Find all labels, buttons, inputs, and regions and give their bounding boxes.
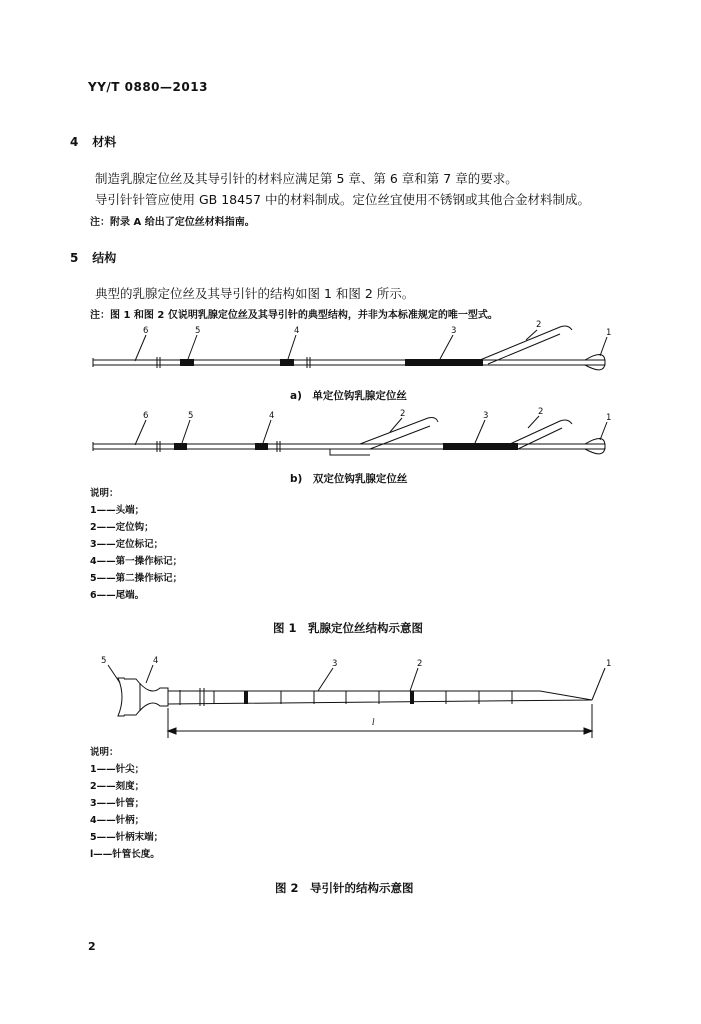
figure-2-label-1: 1 — [606, 659, 612, 669]
legend-item: 3——定位标记； — [90, 539, 164, 550]
figure-1a-caption: a) 单定位钩乳腺定位丝 — [290, 390, 407, 402]
figure-2-needle-tube — [168, 691, 592, 704]
standard-code: YY/T 0880—2013 — [88, 80, 208, 94]
section-5-para-1: 典型的乳腺定位丝及其导引针的结构如图 1 和图 2 所示。 — [95, 286, 415, 301]
figure-1b-label-4: 4 — [269, 411, 275, 421]
figure-1a-label-1: 1 — [606, 328, 612, 338]
legend-item: l——针管长度。 — [90, 849, 160, 860]
legend-item: 5——针柄末端； — [90, 832, 164, 843]
figure-1b-label-6: 6 — [143, 411, 149, 421]
legend-item: 2——定位钩； — [90, 522, 154, 533]
figure-1a-label-5: 5 — [195, 326, 201, 336]
legend-title: 说明： — [90, 747, 119, 758]
figure-2-label-2: 2 — [417, 659, 423, 669]
scale-mark-bold — [410, 691, 414, 704]
figure-2-legend — [90, 744, 163, 863]
figure-2-title: 图 2 导引针的结构示意图 — [275, 881, 414, 895]
legend-item: 2——刻度； — [90, 781, 145, 792]
section-4-number: 4 — [70, 135, 79, 149]
figure-1b-label-2b: 2 — [538, 407, 544, 417]
figure-1a-label-4: 4 — [294, 326, 300, 336]
legend-item: 5——第二操作标记； — [90, 573, 183, 584]
section-4-title: 材料 — [92, 135, 117, 149]
section-5-title: 结构 — [92, 251, 117, 265]
section-5-number: 5 — [70, 251, 79, 265]
figure-1b-caption: b) 双定位钩乳腺定位丝 — [290, 473, 408, 485]
legend-item: 6——尾端。 — [90, 590, 145, 601]
legend-item: 4——针柄； — [90, 815, 145, 826]
figure-1b-label-2a: 2 — [400, 409, 406, 419]
legend-item: 1——针尖； — [90, 764, 145, 775]
figure-2-length-label: l — [372, 718, 375, 728]
figure-1b-label-1: 1 — [606, 413, 612, 423]
section-4-para-1: 制造乳腺定位丝及其导引针的材料应满足第 5 章、第 6 章和第 7 章的要求。 — [95, 171, 518, 186]
section-5-note: 注：图 1 和图 2 仅说明乳腺定位丝及其导引针的典型结构，并非为本标准规定的唯一型式。 — [90, 310, 498, 321]
section-4-note: 注：附录 A 给出了定位丝材料指南。 — [90, 217, 255, 228]
scale-mark-bold — [244, 691, 248, 704]
figure-2-label-4: 4 — [153, 656, 159, 666]
figure-2-label-5: 5 — [101, 656, 107, 666]
figure-2-label-3: 3 — [332, 659, 338, 669]
legend-item: 4——第一操作标记； — [90, 556, 183, 567]
figure-1b-label-5: 5 — [188, 411, 194, 421]
legend-title: 说明： — [90, 488, 119, 499]
figure-1a-label-3: 3 — [451, 326, 457, 336]
section-4-para-2: 导引针针管应使用 GB 18457 中的材料制成。定位丝宜使用不锈钢或其他合金材料制成。 — [95, 192, 590, 207]
figure-1-title: 图 1 乳腺定位丝结构示意图 — [273, 621, 424, 635]
figure-2-handle — [124, 679, 168, 715]
figure-1a-label-2: 2 — [536, 320, 542, 330]
page-number: 2 — [88, 940, 96, 953]
figure-1b-label-3: 3 — [483, 411, 489, 421]
figure-1a-label-6: 6 — [143, 326, 149, 336]
legend-item: 3——针管； — [90, 798, 145, 809]
legend-item: 1——头端； — [90, 505, 145, 516]
